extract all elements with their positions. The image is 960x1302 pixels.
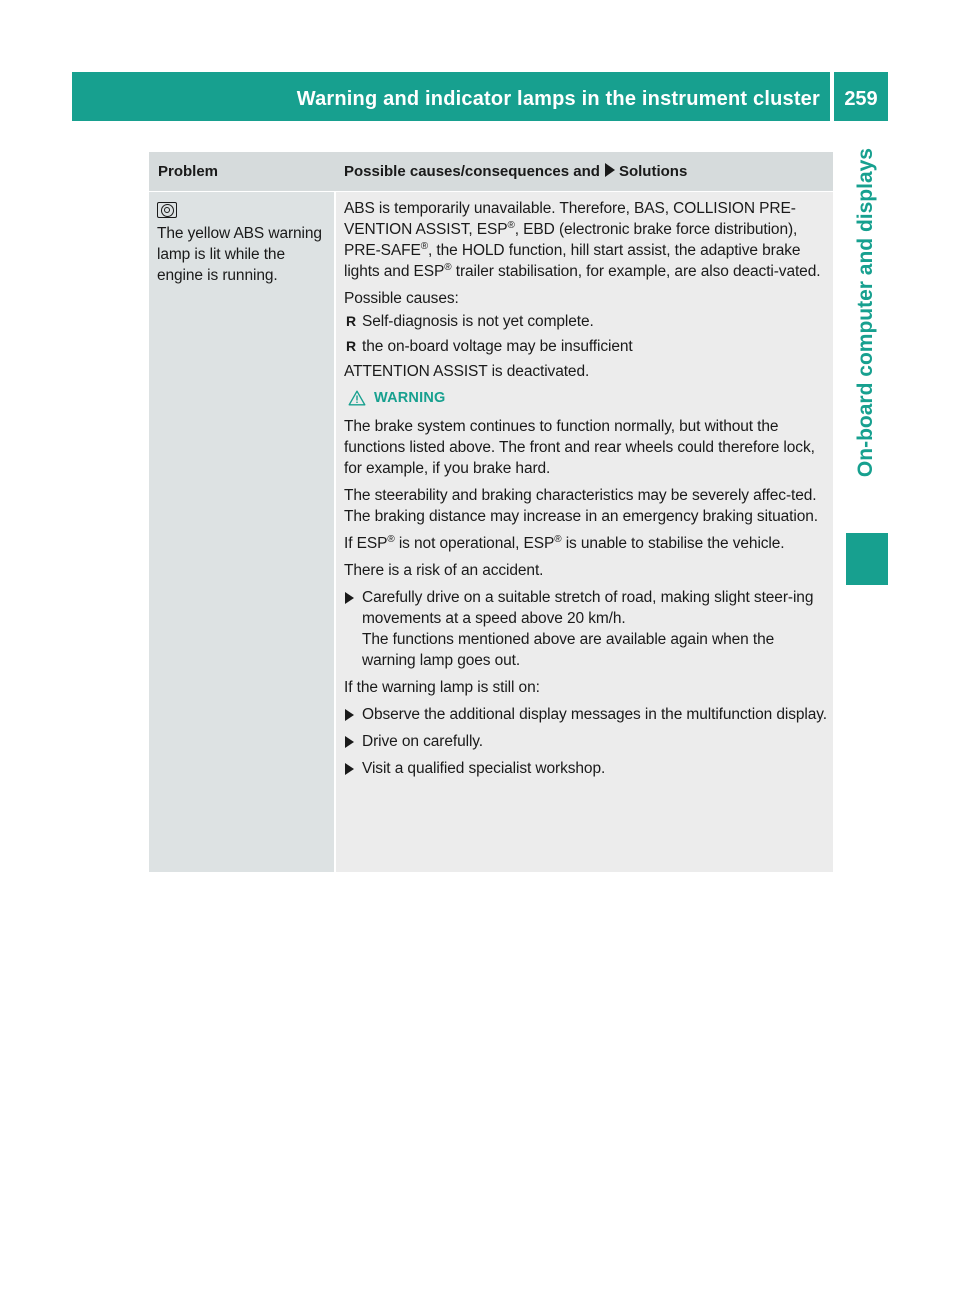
cause-text: Self-diagnosis is not yet complete. — [362, 313, 594, 330]
warning-paragraph-1: The brake system continues to function normally, but without the functions listed above. The front and rear wheels could therefore lock, for example, if you brake hard. — [344, 418, 815, 477]
abs-warning-lamp-icon — [157, 202, 177, 218]
registered-mark: ® — [387, 533, 395, 545]
intro-text-4: trailer stabilisation, for example, are also deacti-vated. — [451, 263, 821, 280]
section-tab-marker — [846, 533, 888, 585]
list-item — [344, 336, 828, 357]
causes-cell — [336, 192, 833, 872]
action-arrow-icon — [345, 592, 354, 604]
esp-text-b: is not operational, ESP — [394, 535, 555, 552]
registered-mark: ® — [420, 240, 428, 252]
action-step — [344, 731, 828, 752]
registered-mark: ® — [507, 219, 515, 231]
intro-paragraph — [344, 198, 828, 282]
problem-cell — [149, 192, 334, 872]
causes-content — [344, 198, 828, 785]
action-step — [344, 704, 828, 725]
step-text: Observe the additional display messages in the multifunction display. — [362, 706, 827, 723]
esp-text-a: If ESP — [344, 535, 388, 552]
action-arrow-icon — [345, 709, 354, 721]
intro-text-1: ABS is temporarily unavailable. Therefore, BAS, COLLISION PRE-VENTION ASSIST, ESP — [344, 200, 796, 238]
esp-text-c: is unable to stabilise the vehicle. — [561, 535, 785, 552]
warning-paragraph-2: The steerability and braking characteristics may be severely affec-ted. The braking distance may increase in an emergency braking situation. — [344, 487, 818, 525]
problem-table — [149, 152, 833, 872]
registered-mark: ® — [444, 261, 452, 273]
page-number: 259 — [834, 72, 888, 121]
action-arrow-icon — [345, 763, 354, 775]
warning-heading — [344, 388, 828, 410]
esp-paragraph — [344, 533, 828, 554]
header-bar — [72, 72, 830, 121]
warning-triangle-icon — [348, 390, 366, 406]
section-label — [846, 148, 886, 708]
list-item — [344, 311, 828, 332]
column-header-causes-text: Possible causes/consequences and — [344, 163, 600, 180]
action-step — [344, 758, 828, 779]
registered-mark: ® — [554, 533, 562, 545]
still-on-text: If the warning lamp is still on: — [344, 679, 540, 696]
possible-causes-label: Possible causes: — [344, 290, 459, 307]
step-text: Visit a qualified specialist workshop. — [362, 760, 606, 777]
action-arrow-icon — [605, 163, 615, 177]
bullet-icon: R — [346, 313, 357, 329]
column-header-causes — [344, 163, 687, 180]
table-header-row — [149, 152, 833, 191]
header-title: Warning and indicator lamps in the instrument cluster — [296, 88, 820, 110]
action-arrow-icon — [345, 736, 354, 748]
bullet-icon: R — [346, 338, 357, 354]
risk-text: There is a risk of an accident. — [344, 562, 544, 579]
warning-label: WARNING — [374, 390, 446, 406]
section-label-text: On-board computer and displays — [854, 148, 877, 478]
column-header-problem: Problem — [158, 163, 219, 180]
attention-text: ATTENTION ASSIST is deactivated. — [344, 363, 590, 380]
cause-text: the on-board voltage may be insufficient — [362, 338, 633, 355]
step-note: The functions mentioned above are available again when the warning lamp goes out. — [362, 631, 775, 669]
problem-description: The yellow ABS warning lamp is lit while the engine is running. — [157, 225, 322, 284]
step-text: Drive on carefully. — [362, 733, 483, 750]
action-step — [344, 587, 828, 671]
intro-text-2: , EBD (electronic brake force distribution), PRE-SAFE — [344, 221, 798, 259]
column-header-solutions-text: Solutions — [618, 163, 688, 180]
intro-text-3: , the HOLD function, hill start assist, the adaptive brake lights and ESP — [344, 242, 801, 280]
step-text: Carefully drive on a suitable stretch of road, making slight steer-ing movements at a speed above 20 km/h. — [362, 589, 814, 627]
